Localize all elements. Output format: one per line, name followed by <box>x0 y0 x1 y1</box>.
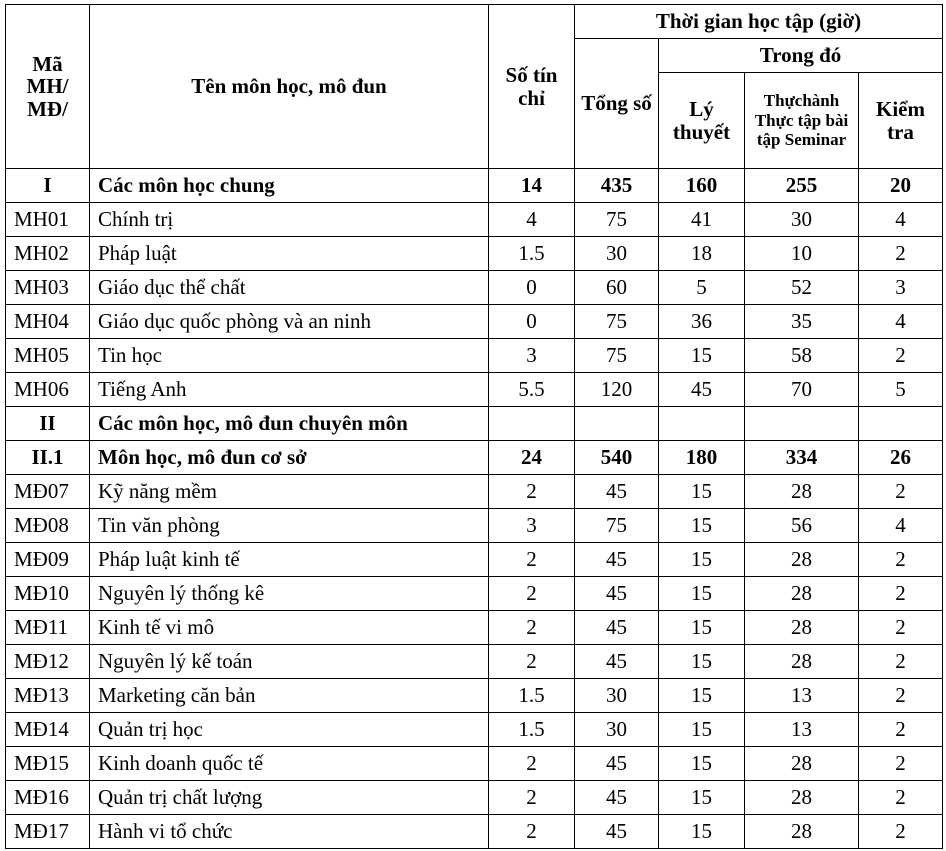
cell-total: 30 <box>575 237 659 271</box>
cell-theory: 15 <box>659 475 745 509</box>
table-row <box>6 237 943 271</box>
table-row <box>6 203 943 237</box>
cell-practice: 58 <box>745 339 859 373</box>
cell-total: 45 <box>575 475 659 509</box>
cell-practice: 56 <box>745 509 859 543</box>
cell-name: Marketing căn bản <box>90 679 489 713</box>
header-theory: Lý thuyết <box>659 73 745 169</box>
table-row <box>6 441 943 475</box>
cell-exam: 2 <box>859 747 943 781</box>
cell-total: 120 <box>575 373 659 407</box>
cell-practice: 334 <box>745 441 859 475</box>
cell-practice: 13 <box>745 679 859 713</box>
cell-theory: 15 <box>659 713 745 747</box>
cell-theory: 15 <box>659 679 745 713</box>
cell-credits: 1.5 <box>489 713 575 747</box>
cell-practice <box>745 407 859 441</box>
cell-code: I <box>6 169 90 203</box>
cell-credits: 2 <box>489 645 575 679</box>
cell-practice: 28 <box>745 543 859 577</box>
cell-practice: 13 <box>745 713 859 747</box>
cell-practice: 30 <box>745 203 859 237</box>
cell-code: MĐ10 <box>6 577 90 611</box>
cell-total: 30 <box>575 713 659 747</box>
cell-total: 45 <box>575 747 659 781</box>
header-practice: Thựchành Thực tập bài tập Seminar <box>745 73 859 169</box>
cell-credits: 2 <box>489 781 575 815</box>
table-row <box>6 407 943 441</box>
cell-credits: 4 <box>489 203 575 237</box>
cell-exam: 2 <box>859 679 943 713</box>
cell-total: 60 <box>575 271 659 305</box>
cell-name: Tin văn phòng <box>90 509 489 543</box>
cell-theory: 41 <box>659 203 745 237</box>
cell-theory: 15 <box>659 611 745 645</box>
cell-total: 75 <box>575 339 659 373</box>
cell-credits: 2 <box>489 747 575 781</box>
cell-code: MĐ08 <box>6 509 90 543</box>
table-row <box>6 169 943 203</box>
curriculum-table <box>5 4 943 849</box>
table-row <box>6 475 943 509</box>
cell-practice: 28 <box>745 645 859 679</box>
header-name: Tên môn học, mô đun <box>90 5 489 169</box>
cell-name: Tiếng Anh <box>90 373 489 407</box>
cell-theory: 36 <box>659 305 745 339</box>
cell-theory: 15 <box>659 645 745 679</box>
cell-code: MĐ17 <box>6 815 90 849</box>
cell-exam: 4 <box>859 305 943 339</box>
cell-credits: 2 <box>489 815 575 849</box>
cell-practice: 28 <box>745 815 859 849</box>
cell-credits: 1.5 <box>489 237 575 271</box>
cell-code: MĐ13 <box>6 679 90 713</box>
cell-practice: 28 <box>745 781 859 815</box>
table-row <box>6 543 943 577</box>
cell-theory: 18 <box>659 237 745 271</box>
cell-exam: 2 <box>859 237 943 271</box>
cell-exam: 4 <box>859 203 943 237</box>
cell-theory: 5 <box>659 271 745 305</box>
cell-name: Môn học, mô đun cơ sở <box>90 441 489 475</box>
cell-practice: 70 <box>745 373 859 407</box>
cell-theory: 15 <box>659 339 745 373</box>
cell-name: Kinh doanh quốc tế <box>90 747 489 781</box>
cell-code: II <box>6 407 90 441</box>
cell-code: MH05 <box>6 339 90 373</box>
cell-code: II.1 <box>6 441 90 475</box>
cell-name: Chính trị <box>90 203 489 237</box>
cell-total: 30 <box>575 679 659 713</box>
cell-theory <box>659 407 745 441</box>
cell-exam: 5 <box>859 373 943 407</box>
table-row <box>6 747 943 781</box>
cell-credits: 1.5 <box>489 679 575 713</box>
table-row <box>6 645 943 679</box>
cell-practice: 28 <box>745 611 859 645</box>
table-row <box>6 373 943 407</box>
cell-theory: 15 <box>659 781 745 815</box>
table-row <box>6 781 943 815</box>
cell-theory: 180 <box>659 441 745 475</box>
cell-exam: 2 <box>859 645 943 679</box>
cell-theory: 15 <box>659 509 745 543</box>
table-row <box>6 679 943 713</box>
cell-name: Hành vi tổ chức <box>90 815 489 849</box>
cell-practice: 255 <box>745 169 859 203</box>
cell-name: Pháp luật <box>90 237 489 271</box>
cell-total: 45 <box>575 781 659 815</box>
cell-code: MĐ16 <box>6 781 90 815</box>
cell-name: Giáo dục thể chất <box>90 271 489 305</box>
cell-credits: 14 <box>489 169 575 203</box>
cell-code: MH04 <box>6 305 90 339</box>
cell-total: 45 <box>575 577 659 611</box>
cell-credits: 0 <box>489 271 575 305</box>
cell-name: Giáo dục quốc phòng và an ninh <box>90 305 489 339</box>
cell-code: MĐ07 <box>6 475 90 509</box>
cell-practice: 35 <box>745 305 859 339</box>
cell-total: 75 <box>575 509 659 543</box>
cell-total: 45 <box>575 645 659 679</box>
cell-theory: 15 <box>659 815 745 849</box>
table-row <box>6 339 943 373</box>
cell-exam: 4 <box>859 509 943 543</box>
cell-name: Các môn học, mô đun chuyên môn <box>90 407 489 441</box>
cell-name: Tin học <box>90 339 489 373</box>
cell-name: Quản trị học <box>90 713 489 747</box>
cell-code: MĐ12 <box>6 645 90 679</box>
curriculum-table-container <box>5 4 943 849</box>
cell-practice: 28 <box>745 475 859 509</box>
cell-name: Nguyên lý thống kê <box>90 577 489 611</box>
header-credits: Số tín chỉ <box>489 5 575 169</box>
cell-code: MĐ14 <box>6 713 90 747</box>
cell-exam: 2 <box>859 815 943 849</box>
table-row <box>6 577 943 611</box>
cell-name: Kinh tế vi mô <box>90 611 489 645</box>
cell-theory: 45 <box>659 373 745 407</box>
cell-theory: 15 <box>659 577 745 611</box>
cell-total: 45 <box>575 611 659 645</box>
table-row <box>6 815 943 849</box>
cell-theory: 160 <box>659 169 745 203</box>
table-row <box>6 713 943 747</box>
cell-name: Nguyên lý kế toán <box>90 645 489 679</box>
cell-credits: 5.5 <box>489 373 575 407</box>
cell-credits: 24 <box>489 441 575 475</box>
cell-total: 45 <box>575 543 659 577</box>
cell-exam <box>859 407 943 441</box>
cell-code: MH02 <box>6 237 90 271</box>
cell-code: MH06 <box>6 373 90 407</box>
table-row <box>6 271 943 305</box>
cell-credits: 3 <box>489 339 575 373</box>
cell-code: MH03 <box>6 271 90 305</box>
cell-exam: 26 <box>859 441 943 475</box>
table-row <box>6 305 943 339</box>
header-total: Tổng số <box>575 39 659 169</box>
cell-credits: 2 <box>489 577 575 611</box>
cell-name: Kỹ năng mềm <box>90 475 489 509</box>
cell-code: MĐ11 <box>6 611 90 645</box>
cell-exam: 2 <box>859 781 943 815</box>
cell-exam: 2 <box>859 339 943 373</box>
cell-exam: 2 <box>859 475 943 509</box>
cell-name: Pháp luật kinh tế <box>90 543 489 577</box>
cell-total: 435 <box>575 169 659 203</box>
cell-practice: 28 <box>745 747 859 781</box>
cell-total: 75 <box>575 203 659 237</box>
cell-credits: 2 <box>489 611 575 645</box>
cell-credits: 2 <box>489 543 575 577</box>
cell-theory: 15 <box>659 543 745 577</box>
cell-exam: 2 <box>859 713 943 747</box>
cell-code: MĐ09 <box>6 543 90 577</box>
table-row <box>6 509 943 543</box>
cell-name: Các môn học chung <box>90 169 489 203</box>
table-body <box>6 169 943 849</box>
cell-exam: 3 <box>859 271 943 305</box>
cell-total: 45 <box>575 815 659 849</box>
cell-code: MĐ15 <box>6 747 90 781</box>
cell-practice: 10 <box>745 237 859 271</box>
table-row <box>6 611 943 645</box>
cell-credits <box>489 407 575 441</box>
cell-practice: 52 <box>745 271 859 305</box>
cell-exam: 2 <box>859 577 943 611</box>
cell-credits: 0 <box>489 305 575 339</box>
header-of-which: Trong đó <box>659 39 943 73</box>
header-code: Mã MH/ MĐ/ <box>6 5 90 169</box>
cell-total: 75 <box>575 305 659 339</box>
cell-exam: 2 <box>859 611 943 645</box>
cell-total <box>575 407 659 441</box>
cell-credits: 2 <box>489 475 575 509</box>
cell-total: 540 <box>575 441 659 475</box>
cell-code: MH01 <box>6 203 90 237</box>
cell-credits: 3 <box>489 509 575 543</box>
cell-exam: 20 <box>859 169 943 203</box>
cell-theory: 15 <box>659 747 745 781</box>
cell-exam: 2 <box>859 543 943 577</box>
cell-practice: 28 <box>745 577 859 611</box>
header-exam: Kiểm tra <box>859 73 943 169</box>
cell-name: Quản trị chất lượng <box>90 781 489 815</box>
header-time-group: Thời gian học tập (giờ) <box>575 5 943 39</box>
